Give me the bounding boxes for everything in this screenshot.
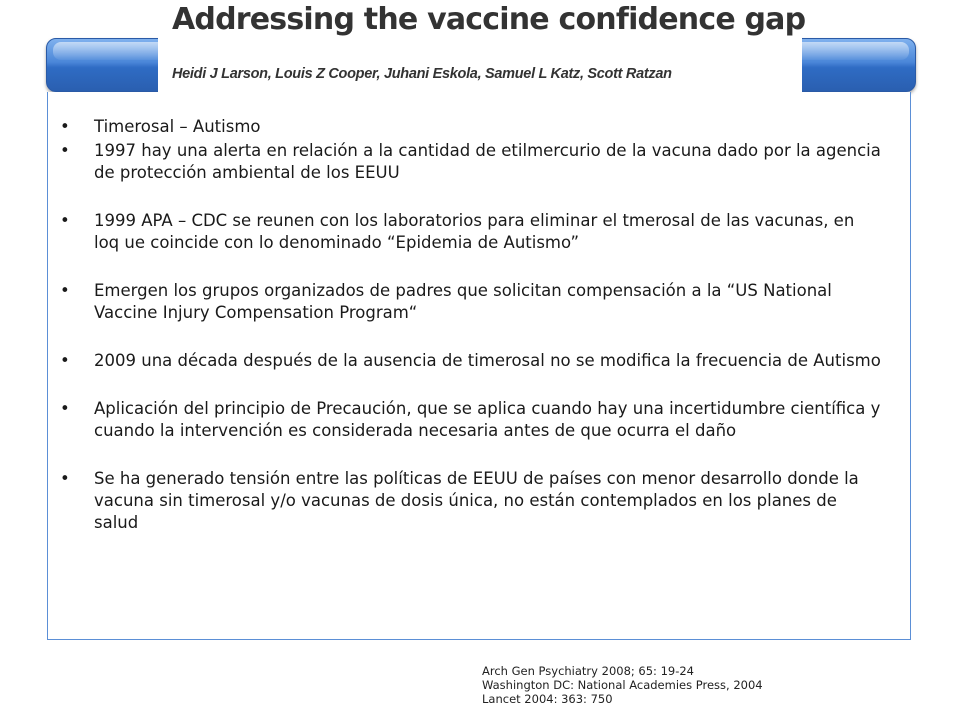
references <box>482 664 763 706</box>
reference-item: Washington DC: National Academies Press, 2004 <box>482 678 763 692</box>
article-title: Addressing the vaccine confidence gap <box>172 2 806 37</box>
bullet-item: • Emergen los grupos organizados de padres que solicitan compensación a la “US National Vaccine Injury Compensation Program“ <box>48 280 912 324</box>
reference-item: Arch Gen Psychiatry 2008; 65: 19-24 <box>482 664 694 678</box>
bullet-list <box>48 116 912 534</box>
bullet-item: • 1999 APA – CDC se reunen con los laboratorios para eliminar el tmerosal de las vacunas, en loq ue coincide con lo denominado “Epidemia de Autismo” <box>48 210 912 254</box>
bullet-item: • Aplicación del principio de Precaución, que se aplica cuando hay una incertidumbre científica y cuando la intervención es considerada necesaria antes de que ocurra el daño <box>48 398 912 442</box>
content-box <box>47 92 911 640</box>
article-authors: Heidi J Larson, Louis Z Cooper, Juhani Eskola, Samuel L Katz, Scott Ratzan <box>172 66 672 82</box>
bullet-item: • Timerosal – Autismo <box>48 116 912 138</box>
reference-item: Lancet 2004: 363: 750 <box>482 692 613 706</box>
bullet-item: • Se ha generado tensión entre las políticas de EEUU de países con menor desarrollo donde la vacuna sin timerosal y/o vacunas de dosis única, no están contemplados en los planes de salud <box>48 468 912 534</box>
bullet-item: • 2009 una década después de la ausencia de timerosal no se modifica la frecuencia de Autismo <box>48 350 912 372</box>
bullet-item: • 1997 hay una alerta en relación a la cantidad de etilmercurio de la vacuna dado por la agencia de protección ambiental de los EEUU <box>48 140 912 184</box>
